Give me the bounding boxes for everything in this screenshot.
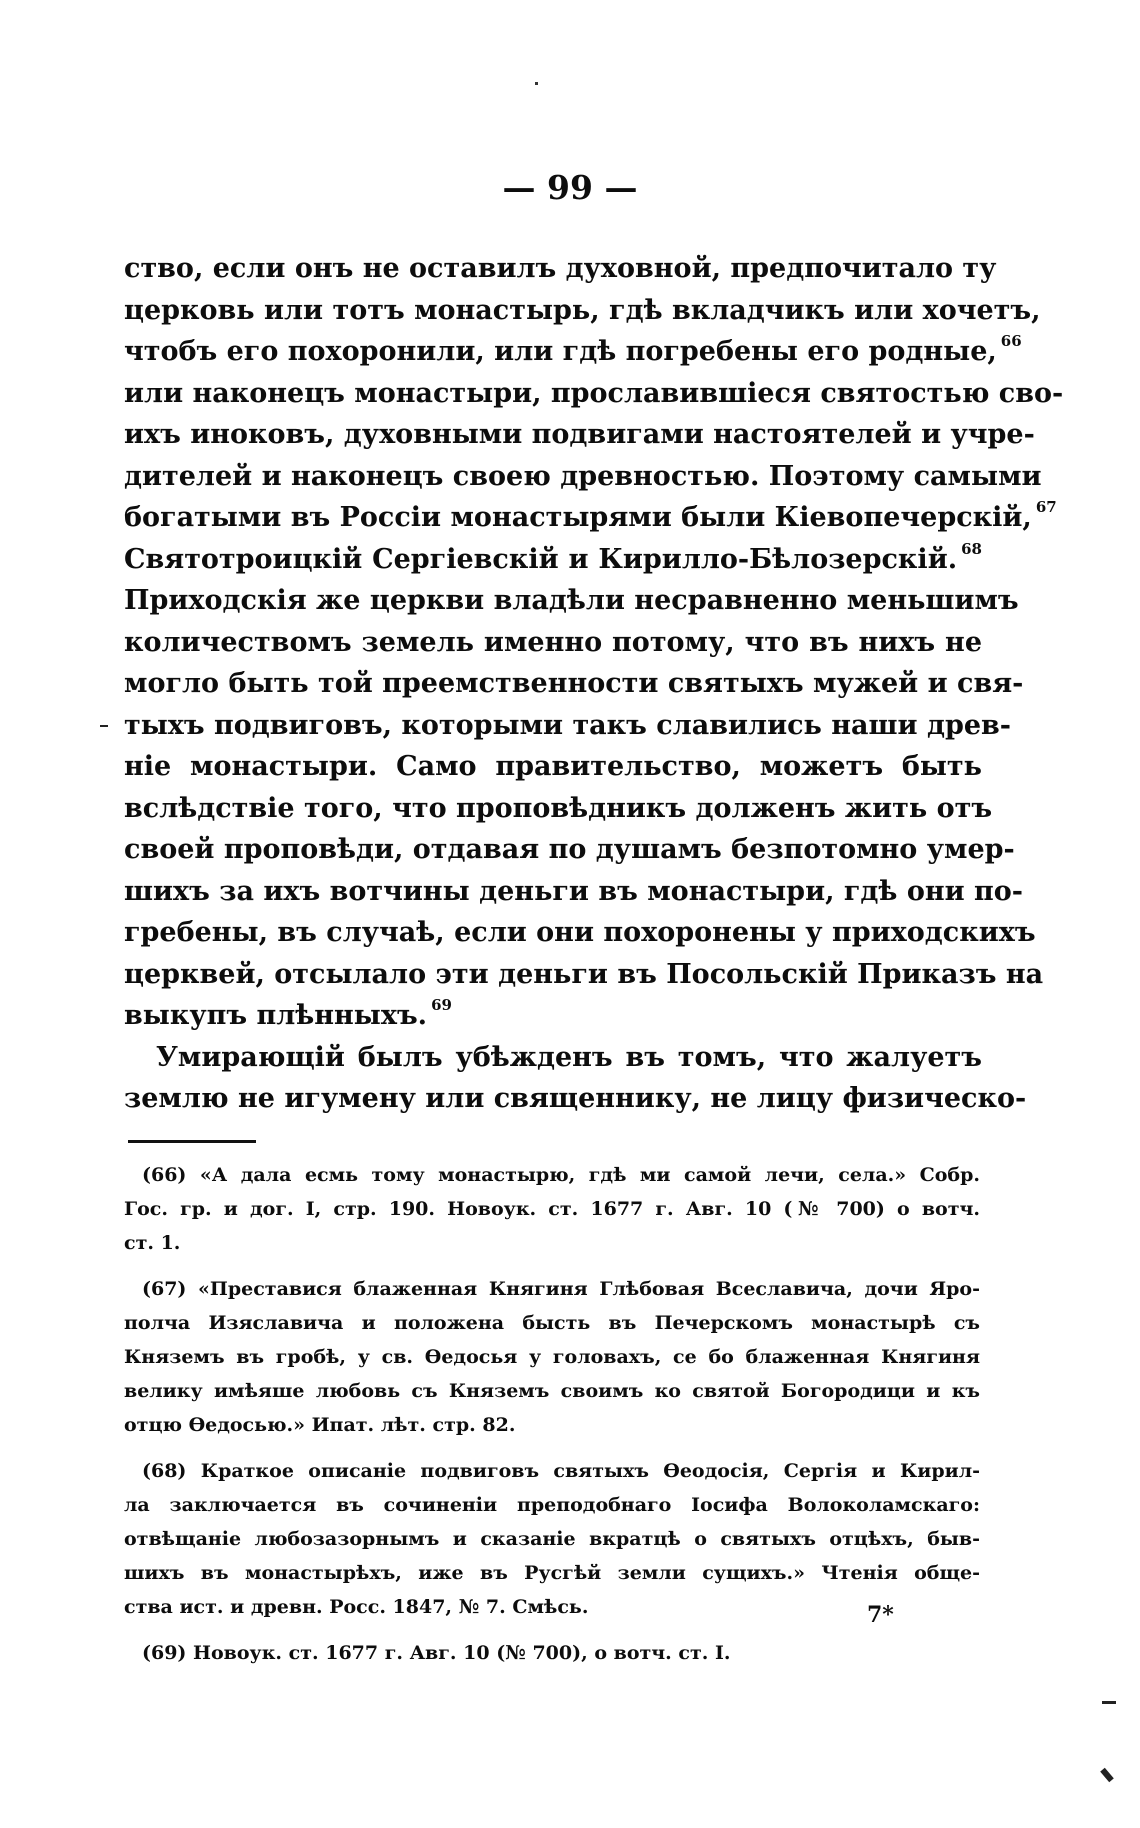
main-text: [124, 248, 1064, 1120]
footnote-line: отцю Ѳедосью.» Ипат. лѣт. стр. 82.: [124, 1414, 516, 1436]
footnote-line: Княземъ въ гробѣ, у св. Ѳедосья у головахъ, се бо блаженная Княгиня: [124, 1346, 980, 1368]
text-line: церквей, отсылало эти деньги въ Посольскій Приказъ на: [124, 958, 1044, 990]
footnote-line: ла заключается въ сочиненіи преподобнаго Іосифа Волоколамскаго:: [124, 1494, 980, 1516]
footnote-ref-68: 68: [961, 539, 982, 558]
text-line: Умирающій былъ убѣжденъ въ томъ, что жалуетъ: [156, 1041, 982, 1073]
text-line: Приходскія же церкви владѣли несравненно меньшимъ: [124, 585, 1019, 616]
margin-mark: [1100, 1768, 1114, 1783]
text-line: количествомъ земель именно потому, что въ нихъ не: [124, 626, 982, 658]
text-line: гребены, въ случаѣ, если они похоронены у приходскихъ: [124, 917, 1036, 948]
footnote-ref-66: 66: [1000, 332, 1022, 350]
footnote-67: [124, 1272, 980, 1442]
footnote-ref-67: 67: [1035, 498, 1057, 516]
footnote-line: (67) «Преставися блаженная Княгиня Глѣбовая Всеславича, дочи Яро-: [142, 1278, 980, 1300]
footnote-line: полча Изяславича и положена бысть въ Печерскомъ монастырѣ съ: [124, 1312, 980, 1334]
margin-mark: [100, 725, 108, 727]
footnote-divider: [128, 1140, 256, 1143]
text-line: Святотроицкій Сергіевскій и Кирилло-Бѣлозерскій. $^{68}$: [124, 539, 982, 575]
footnote-69: [124, 1636, 980, 1670]
text-line: своей проповѣди, отдавая по душамъ безпотомно умер-: [124, 834, 1015, 865]
text-line: тыхъ подвиговъ, которыми такъ славились наши древ-: [124, 709, 1011, 741]
text-line: землю не игумену или священнику, не лицу физическо-: [124, 1083, 1027, 1114]
text-line: ство, если онъ не оставилъ духовной, предпочитало ту: [124, 253, 997, 284]
text-line: могло быть той преемственности святыхъ мужей и свя-: [124, 668, 1024, 699]
text-line: богатыми въ Россіи монастырями были Кіевопечерскій, $^{67}$: [124, 498, 1057, 533]
footnote-line: шихъ въ монастырѣхъ, иже въ Русгѣй земли сущихъ.» Чтенія обще-: [124, 1562, 980, 1584]
footnote-line: (66) «А дала есмь тому монастырю, гдѣ ми самой лечи, села.» Собр.: [142, 1164, 980, 1186]
text-line: церковь или тотъ монастырь, гдѣ вкладчикъ или хочетъ,: [124, 294, 1041, 326]
footnote-line: (69) Новоук. ст. 1677 г. Авг. 10 (№ 700), о вотч. ст. I.: [142, 1642, 731, 1664]
text-line: или наконецъ монастыри, прославившіеся святостью сво-: [124, 377, 1064, 409]
footnote-line: велику имѣяше любовь съ Княземъ своимъ ко святой Богородици и къ: [124, 1380, 980, 1402]
footnote-68: [124, 1454, 980, 1624]
footnote-line: Гос. гр. и дог. I, стр. 190. Новоук. ст. 1677 г. Авг. 10 (№ 700) о вотч.: [124, 1198, 980, 1220]
footnote-line: отвѣщаніе любозазорнымъ и сказаніе вкратцѣ о святыхъ отцѣхъ, быв-: [124, 1528, 980, 1550]
speck-mark: [535, 82, 538, 85]
text-line: чтобъ его похоронили, или гдѣ погребены его родные, $^{66}$: [124, 332, 1022, 367]
footnote-ref-69: 69: [431, 996, 452, 1014]
footnote-66: [124, 1158, 980, 1260]
text-line: ихъ иноковъ, духовными подвигами настоятелей и учре-: [124, 419, 1035, 450]
footnote-line: ства ист. и древн. Росс. 1847, № 7. Смѣсь.: [124, 1596, 589, 1618]
page-number: — 99 —: [502, 168, 638, 207]
signature-mark: 7*: [867, 1602, 894, 1628]
text-line: дителей и наконецъ своею древностью. Поэтому самыми: [124, 460, 1042, 492]
text-line: шихъ за ихъ вотчины деньги въ монастыри, гдѣ они по-: [124, 875, 1023, 907]
footnote-line: ст. 1.: [124, 1232, 181, 1254]
margin-mark: [1102, 1701, 1116, 1704]
footnote-line: (68) Краткое описаніе подвиговъ святыхъ Ѳеодосія, Сергія и Кирил-: [142, 1460, 980, 1482]
text-line: ніе монастыри. Само правительство, можетъ быть: [124, 751, 982, 782]
text-line: выкупъ плѣнныхъ. $^{69}$: [124, 996, 452, 1031]
text-line: вслѣдствіе того, что проповѣдникъ долженъ жить отъ: [124, 792, 993, 824]
footnotes: [124, 1158, 980, 1682]
